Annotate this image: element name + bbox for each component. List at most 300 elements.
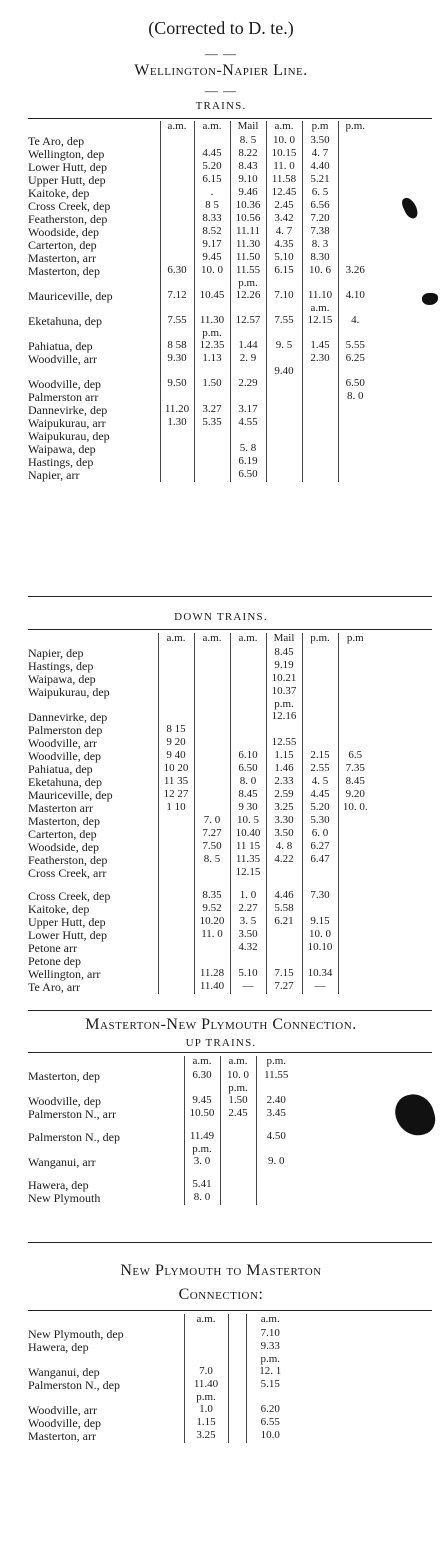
time-cell [256, 1169, 296, 1179]
table-row [28, 686, 372, 699]
time-cell [338, 673, 372, 686]
time-cell: 6. 0 [302, 828, 338, 841]
time-cell [228, 1430, 246, 1443]
table-row [28, 1192, 296, 1205]
time-cell: 9.45 [194, 252, 230, 265]
station-name: Upper Hutt, dep [28, 915, 106, 929]
station-name: Pahiatua, dep [28, 339, 93, 353]
time-cell: 8. 5 [230, 135, 266, 148]
time-cell: — [230, 981, 266, 994]
time-cell [158, 890, 194, 903]
station-name: Woodside, dep [28, 840, 100, 854]
time-cell [230, 660, 266, 673]
time-cell [194, 647, 230, 660]
time-cell: 3.42 [266, 213, 302, 226]
time-cell: 2.55 [302, 763, 338, 776]
time-cell: 6.19 [230, 456, 266, 469]
npm-title-line2: Connection: [178, 1286, 264, 1303]
time-cell [302, 647, 338, 660]
time-cell [228, 1341, 246, 1354]
section-rule [28, 629, 432, 630]
time-cell: 4. 7 [302, 148, 338, 161]
time-cell: — [302, 981, 338, 994]
time-cell: 10. 0 [194, 265, 230, 278]
time-cell [266, 443, 302, 456]
time-cell [302, 867, 338, 880]
station-name: New Plymouth, dep [28, 1327, 124, 1341]
down-trains-label: DOWN TRAINS. [174, 611, 268, 623]
time-cell: 1.15 [266, 750, 302, 763]
table-row [28, 315, 372, 328]
time-cell [302, 366, 338, 378]
time-cell: 8.30 [302, 252, 338, 265]
time-cell [158, 867, 194, 880]
time-cell [220, 1169, 256, 1179]
time-cell [184, 1328, 228, 1341]
time-cell: 8. 0 [338, 391, 372, 404]
station-name: Waipawa, dep [28, 672, 96, 686]
time-cell [338, 880, 372, 890]
time-cell: 11.30 [194, 315, 230, 328]
time-cell [158, 916, 194, 929]
table-row [28, 353, 372, 366]
time-cell [158, 828, 194, 841]
time-cell [160, 200, 194, 213]
time-cell: 8.52 [194, 226, 230, 239]
station-name: Wellington, arr [28, 967, 101, 981]
time-cell: 11. 0 [194, 929, 230, 942]
time-cell: 10.15 [266, 148, 302, 161]
time-cell: 4.45 [302, 789, 338, 802]
time-cell [338, 828, 372, 841]
time-cell: 9.20 [338, 789, 372, 802]
section-rule [28, 1242, 432, 1243]
time-cell: 3.50 [266, 828, 302, 841]
time-cell: p.m. [194, 328, 230, 340]
time-cell [302, 430, 338, 443]
time-cell: 1. 0 [230, 890, 266, 903]
time-cell: 4.45 [194, 148, 230, 161]
time-cell [338, 867, 372, 880]
time-cell [158, 942, 194, 955]
time-cell [256, 1179, 296, 1192]
time-cell: 6.25 [338, 353, 372, 366]
time-cell: 3.50 [302, 135, 338, 148]
time-cell [338, 660, 372, 673]
station-name: Wellington, dep [28, 147, 105, 161]
time-cell [338, 647, 372, 660]
time-cell: 11.40 [184, 1379, 228, 1392]
time-cell: 10.45 [194, 290, 230, 303]
time-cell: 5. 8 [230, 443, 266, 456]
new-plymouth-masterton-table [28, 1314, 294, 1443]
station-name: Waipawa, dep [28, 442, 96, 456]
time-cell: . [194, 187, 230, 200]
time-cell: 4.55 [230, 417, 266, 430]
station-name: Palmerston N., dep [28, 1130, 120, 1144]
time-cell [302, 686, 338, 699]
time-cell: 8.43 [230, 161, 266, 174]
time-cell: 10. 0 [302, 929, 338, 942]
time-cell: 3. 5 [230, 916, 266, 929]
time-cell [220, 1144, 256, 1156]
time-cell [160, 135, 194, 148]
table-row [28, 1341, 294, 1354]
time-cell: 7.15 [266, 968, 302, 981]
time-cell [266, 404, 302, 417]
time-cell: 10 20 [158, 763, 194, 776]
column-header [228, 1314, 246, 1328]
time-cell [194, 456, 230, 469]
station-name: Palmerston dep [28, 723, 103, 737]
time-cell [158, 903, 194, 916]
time-cell: 4. 7 [266, 226, 302, 239]
station-name: Waipukurau, arr [28, 416, 106, 430]
time-cell: 7.12 [160, 290, 194, 303]
time-cell [230, 647, 266, 660]
table-row [28, 1379, 294, 1392]
time-cell [338, 417, 372, 430]
time-cell: 7.0 [184, 1366, 228, 1379]
time-cell: 2.33 [266, 776, 302, 789]
time-cell: 2.30 [302, 353, 338, 366]
table-row [28, 1108, 296, 1121]
time-cell [158, 686, 194, 699]
time-cell [338, 469, 372, 482]
station-name: Mauriceville, dep [28, 289, 113, 303]
time-cell: 9.30 [160, 353, 194, 366]
time-cell [338, 968, 372, 981]
time-cell: 6.30 [184, 1070, 220, 1083]
time-cell [338, 404, 372, 417]
time-cell [338, 841, 372, 854]
station-name: Woodville, arr [28, 1403, 98, 1417]
time-cell: 10.40 [230, 828, 266, 841]
time-cell: 6.50 [230, 763, 266, 776]
time-cell [338, 443, 372, 456]
time-cell [338, 686, 372, 699]
time-cell: 5.15 [246, 1379, 294, 1392]
time-cell: 12.26 [230, 290, 266, 303]
time-cell: 1.46 [266, 763, 302, 776]
wellington-napier-title: Wellington-Napier Line. [134, 62, 308, 79]
time-cell: 12.15 [302, 315, 338, 328]
station-name: Dannevirke, dep [28, 710, 108, 724]
time-cell [338, 929, 372, 942]
time-cell: 9 20 [158, 737, 194, 750]
station-name: Carterton, dep [28, 238, 97, 252]
time-cell: 8 5 [194, 200, 230, 213]
time-cell: 3.26 [338, 265, 372, 278]
time-cell: 9 30 [230, 802, 266, 815]
time-cell [228, 1354, 246, 1366]
time-cell [160, 187, 194, 200]
time-cell: 11.20 [160, 404, 194, 417]
time-cell: a.m. [302, 303, 338, 315]
time-cell: 11.55 [256, 1070, 296, 1083]
station-name: Hawera, dep [28, 1340, 89, 1354]
time-cell: 6.15 [266, 265, 302, 278]
station-name: Petone arr [28, 941, 77, 955]
time-cell: 1.44 [230, 340, 266, 353]
time-cell [302, 456, 338, 469]
time-cell [302, 378, 338, 391]
time-cell [338, 200, 372, 213]
column-header: a.m. [194, 121, 230, 135]
time-cell: 11.55 [230, 265, 266, 278]
time-cell: 4.35 [266, 239, 302, 252]
time-cell [266, 391, 302, 404]
time-cell: 9.17 [194, 239, 230, 252]
time-cell: 7.10 [266, 290, 302, 303]
time-cell: 7.27 [194, 828, 230, 841]
station-name: Eketahuna, dep [28, 775, 102, 789]
time-cell: 7.55 [266, 315, 302, 328]
station-name: Waipukurau, dep [28, 429, 110, 443]
time-cell [158, 968, 194, 981]
time-cell: 4. 5 [302, 776, 338, 789]
station-name: Hawera, dep [28, 1178, 89, 1192]
time-cell: 4.46 [266, 890, 302, 903]
time-cell: 12.45 [266, 187, 302, 200]
time-cell: 4.10 [338, 290, 372, 303]
time-cell [338, 148, 372, 161]
time-cell [158, 981, 194, 994]
time-cell [160, 148, 194, 161]
time-cell: 5.21 [302, 174, 338, 187]
time-cell [266, 867, 302, 880]
station-name: Cross Creek, dep [28, 199, 111, 213]
station-name: Featherston, dep [28, 212, 108, 226]
table-header-row [28, 633, 372, 647]
section-rule [28, 1010, 432, 1011]
time-cell: 6.27 [302, 841, 338, 854]
time-cell [266, 942, 302, 955]
wellington-napier-up-table [28, 121, 372, 482]
time-cell [228, 1392, 246, 1404]
time-cell: 1.15 [184, 1417, 228, 1430]
time-cell: 2.29 [230, 378, 266, 391]
time-cell: 3.17 [230, 404, 266, 417]
table-header-row [28, 1314, 294, 1328]
time-cell [194, 660, 230, 673]
time-cell: 9.50 [160, 378, 194, 391]
time-cell [194, 711, 230, 724]
time-cell [302, 711, 338, 724]
time-cell: 10. 5 [230, 815, 266, 828]
column-header: p.m. [256, 1056, 296, 1070]
time-cell: 6.20 [246, 1404, 294, 1417]
station-name: Woodville, dep [28, 377, 102, 391]
time-cell: 11.40 [194, 981, 230, 994]
time-cell: 11 35 [158, 776, 194, 789]
time-cell: p.m. [220, 1083, 256, 1095]
time-cell [230, 724, 266, 737]
time-cell: 11 15 [230, 841, 266, 854]
masterton-new-plymouth-table [28, 1056, 296, 1205]
time-cell [338, 903, 372, 916]
masterton-new-plymouth-title: Masterton-New Plymouth Connection. [85, 1016, 357, 1033]
station-name: Cross Creek, arr [28, 866, 107, 880]
time-cell: 1.0 [184, 1404, 228, 1417]
column-header: a.m. [160, 121, 194, 135]
time-cell: 11.10 [302, 290, 338, 303]
corrected-note: (Corrected to D. te.) [148, 18, 294, 38]
time-cell: 8.33 [194, 213, 230, 226]
time-cell: 4.50 [256, 1131, 296, 1144]
time-cell: 10.36 [230, 200, 266, 213]
time-cell [230, 711, 266, 724]
time-cell: 12. 1 [246, 1366, 294, 1379]
time-cell [228, 1404, 246, 1417]
wellington-napier-down-table [28, 633, 372, 994]
time-cell [158, 815, 194, 828]
time-cell [338, 724, 372, 737]
station-name: Wanganui, dep [28, 1365, 100, 1379]
station-name: Masterton, dep [28, 814, 100, 828]
time-cell [158, 699, 194, 711]
time-cell: 5.55 [338, 340, 372, 353]
time-cell [184, 1341, 228, 1354]
table-header-row [28, 1056, 296, 1070]
time-cell [230, 673, 266, 686]
time-cell [230, 686, 266, 699]
time-cell: 9. 0 [256, 1156, 296, 1169]
title-dash: — — [204, 83, 238, 98]
section-rule [28, 1310, 432, 1311]
time-cell: 3. 0 [184, 1156, 220, 1169]
station-name: Hastings, dep [28, 455, 94, 469]
time-cell: 6.55 [246, 1417, 294, 1430]
station-name: Masterton arr [28, 801, 93, 815]
time-cell: 5.10 [266, 252, 302, 265]
time-cell [194, 443, 230, 456]
time-cell: 7.55 [160, 315, 194, 328]
time-cell [338, 815, 372, 828]
time-cell: 6.50 [230, 469, 266, 482]
station-name: Kaitoke, dep [28, 186, 90, 200]
station-name: Masterton, arr [28, 1429, 96, 1443]
time-cell [338, 981, 372, 994]
table-row [28, 1131, 296, 1144]
time-cell [194, 776, 230, 789]
time-cell: 10.0 [246, 1430, 294, 1443]
station-name: Cross Creek, dep [28, 889, 111, 903]
time-cell [338, 430, 372, 443]
station-name: New Plymouth [28, 1191, 101, 1205]
column-header: Mail [230, 121, 266, 135]
time-cell: 11.58 [266, 174, 302, 187]
time-cell: 6.21 [266, 916, 302, 929]
column-header: p.m [338, 633, 372, 647]
time-cell [158, 647, 194, 660]
time-cell [160, 443, 194, 456]
time-cell: 3.30 [266, 815, 302, 828]
time-cell [338, 711, 372, 724]
time-cell [338, 699, 372, 711]
time-cell: 4.22 [266, 854, 302, 867]
time-cell: 11.50 [230, 252, 266, 265]
time-cell: 5.20 [194, 161, 230, 174]
time-cell: 11.35 [230, 854, 266, 867]
time-cell [302, 660, 338, 673]
time-cell [158, 929, 194, 942]
time-cell [338, 955, 372, 968]
time-cell: 9. 5 [266, 340, 302, 353]
time-cell: 6.10 [230, 750, 266, 763]
station-name: Waipukurau, dep [28, 685, 110, 699]
time-cell: 7.35 [338, 763, 372, 776]
time-cell: 10.10 [302, 942, 338, 955]
time-cell: 10. 0 [266, 135, 302, 148]
time-cell: 5.58 [266, 903, 302, 916]
time-cell: 2.15 [302, 750, 338, 763]
time-cell [338, 174, 372, 187]
time-cell [160, 469, 194, 482]
time-cell: 3.45 [256, 1108, 296, 1121]
time-cell: 3.25 [184, 1430, 228, 1443]
time-cell [160, 213, 194, 226]
table-row [28, 1430, 294, 1443]
time-cell: 5.41 [184, 1179, 220, 1192]
time-cell [194, 673, 230, 686]
time-cell [194, 469, 230, 482]
time-cell: 10.21 [266, 673, 302, 686]
time-cell: 2.45 [220, 1108, 256, 1121]
table-header-row [28, 121, 372, 135]
time-cell: 4. 8 [266, 841, 302, 854]
time-cell: 10.34 [302, 968, 338, 981]
station-name: Woodville, dep [28, 1094, 102, 1108]
station-name: Palmerston N., arr [28, 1107, 116, 1121]
time-cell: 6.15 [194, 174, 230, 187]
time-cell: 11.30 [230, 239, 266, 252]
time-cell [302, 469, 338, 482]
time-cell [228, 1417, 246, 1430]
time-cell: 12.57 [230, 315, 266, 328]
time-cell: 12 27 [158, 789, 194, 802]
column-header: a.m. [194, 633, 230, 647]
time-cell: 11.49 [184, 1131, 220, 1144]
station-name: Masterton, dep [28, 264, 100, 278]
time-cell: 8 58 [160, 340, 194, 353]
time-cell [160, 456, 194, 469]
time-cell [302, 699, 338, 711]
time-cell [338, 456, 372, 469]
table-row [28, 867, 372, 880]
time-cell: 9.10 [230, 174, 266, 187]
time-cell [228, 1366, 246, 1379]
title-dash: — — [204, 46, 238, 61]
table-row [28, 1070, 296, 1083]
time-cell [220, 1192, 256, 1205]
time-cell: 9.33 [246, 1341, 294, 1354]
time-cell [256, 1192, 296, 1205]
time-cell [194, 789, 230, 802]
header-station-cell [28, 1314, 184, 1328]
time-cell: 3.25 [266, 802, 302, 815]
time-cell: 8. 3 [302, 239, 338, 252]
section-rule [28, 596, 432, 597]
time-cell [266, 430, 302, 443]
time-cell [302, 673, 338, 686]
time-cell: 7.50 [194, 841, 230, 854]
station-name: Lower Hutt, dep [28, 160, 107, 174]
time-cell: p.m. [184, 1392, 228, 1404]
time-cell [338, 890, 372, 903]
time-cell: 10.56 [230, 213, 266, 226]
time-cell [266, 378, 302, 391]
